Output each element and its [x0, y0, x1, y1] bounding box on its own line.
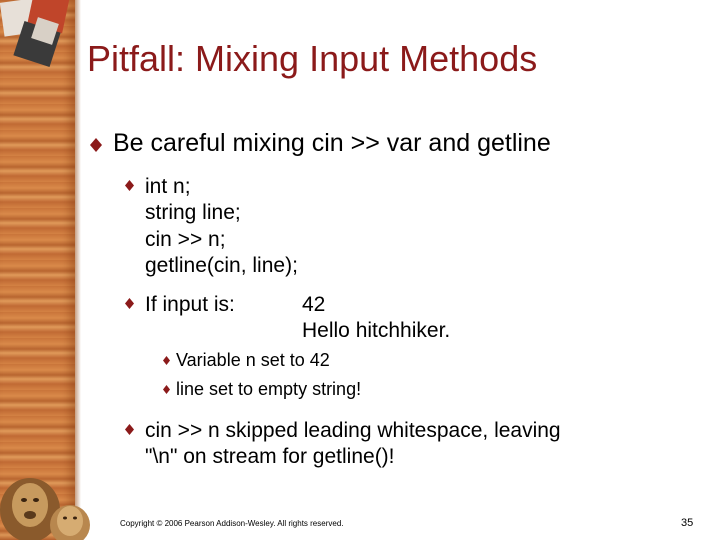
lions-image-icon	[0, 455, 110, 540]
diamond-bullet-icon	[89, 137, 103, 153]
code-line: string line;	[145, 201, 241, 224]
page-number: 35	[681, 517, 694, 529]
publisher-logo-icon	[0, 0, 80, 80]
input-value: Hello hitchhiker.	[302, 319, 451, 342]
bullet-last-line2: "\n" on stream for getline()!	[145, 445, 395, 468]
code-line: cin >> n;	[145, 228, 226, 251]
diamond-bullet-icon	[162, 355, 171, 366]
sub-bullet-2: line set to empty string!	[176, 379, 362, 399]
slide-title: Pitfall: Mixing Input Methods	[87, 38, 538, 79]
bullet-main: Be careful mixing cin >> var and getline	[113, 129, 551, 157]
diamond-bullet-icon	[162, 384, 171, 395]
code-line: getline(cin, line);	[145, 254, 298, 277]
input-value: 42	[302, 293, 326, 316]
copyright-footer: Copyright © 2006 Pearson Addison-Wesley. All rights reserved.	[120, 519, 344, 528]
code-line: int n;	[145, 175, 191, 198]
diamond-bullet-icon	[124, 423, 135, 436]
diamond-bullet-icon	[124, 179, 135, 192]
sub-bullet-1: Variable n set to 42	[176, 350, 330, 370]
bullet-last-line1: cin >> n skipped leading whitespace, leaving	[145, 419, 561, 442]
input-label: If input is:	[145, 293, 235, 316]
diamond-bullet-icon	[124, 297, 135, 310]
